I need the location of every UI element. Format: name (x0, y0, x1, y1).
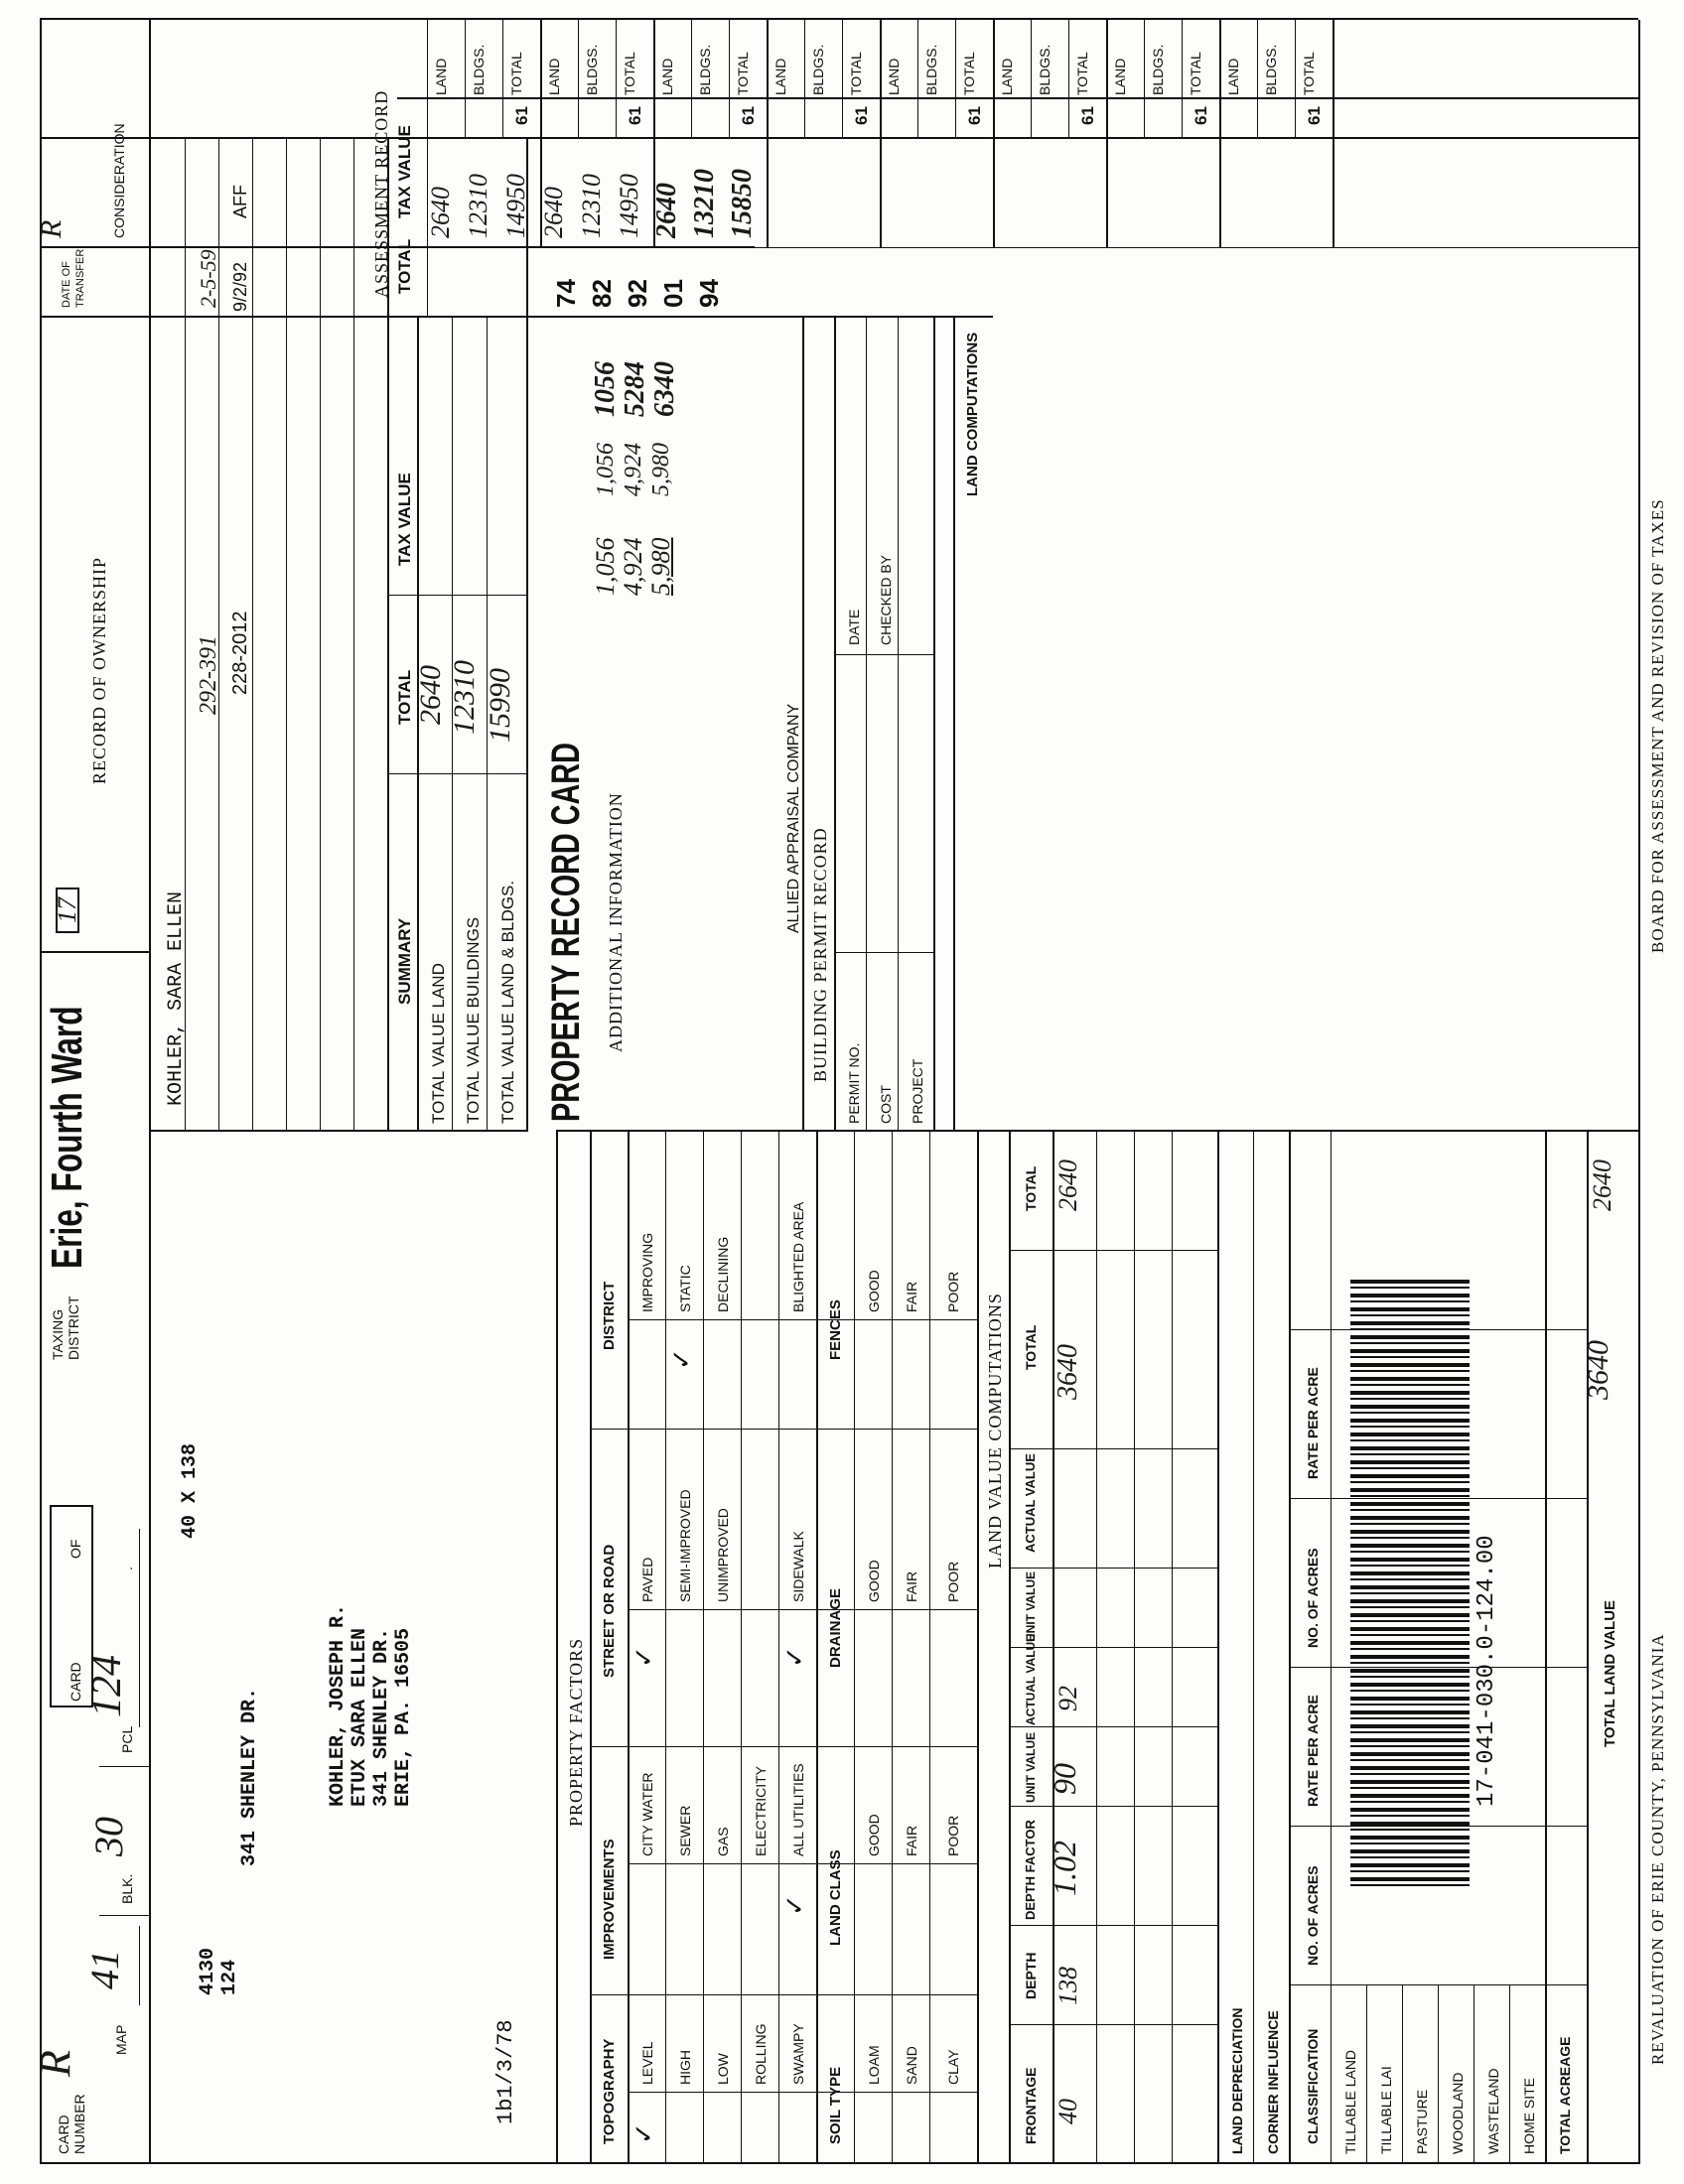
barcode-bar (1350, 1439, 1470, 1441)
year-mark: 61 (739, 106, 758, 125)
assess-value: 12310 (577, 174, 606, 238)
corner-mark: R (35, 219, 68, 238)
barcode-bar (1350, 1766, 1470, 1770)
assess-row: TOTAL (508, 52, 524, 95)
assess-row: TOTAL (961, 52, 977, 95)
barcode-bar (1350, 1731, 1470, 1733)
margin-mark: 82 (587, 279, 617, 308)
summary-row-label: TOTAL VALUE LAND (429, 963, 448, 1124)
barcode-bar (1350, 1453, 1470, 1455)
assess-row: LAND (999, 58, 1015, 95)
footer-right: BOARD FOR ASSESSMENT AND REVISION OF TAXES (1648, 498, 1667, 953)
assess-row: LAND (1225, 58, 1241, 95)
district-declining: DECLINING (715, 1236, 731, 1312)
lv-depth-factor: DEPTH FACTOR (1023, 1820, 1038, 1920)
barcode-bar (1350, 1592, 1470, 1594)
owner-name: KOHLER, SARA ELLEN (165, 890, 188, 1106)
year-mark: 61 (852, 106, 871, 125)
summary-row-total: 15990 (484, 668, 516, 743)
lv-row-depth: 138 (1053, 1967, 1082, 2005)
assess-value: 2640 (426, 187, 455, 238)
permit-date-label: DATE (846, 609, 862, 645)
assess-value: 2640 (539, 187, 568, 238)
assessment-title: ASSESSMENT RECORD (371, 89, 391, 298)
check-level: ✓ (629, 2122, 658, 2144)
barcode-bar (1350, 1641, 1470, 1645)
barcode-bar (1350, 1683, 1470, 1687)
barcode-bar (1350, 1599, 1470, 1603)
barcode-bar (1350, 1836, 1470, 1840)
barcode-bar (1350, 1829, 1470, 1831)
assess-row: TOTAL (735, 52, 751, 95)
barcode-bar (1350, 1349, 1470, 1353)
owner-line: 341 SHENLEY DR. (370, 1627, 393, 1807)
lv-row-frontage: 40 (1053, 2099, 1082, 2124)
barcode-bar (1350, 1377, 1470, 1381)
impr-gas: GAS (715, 1827, 731, 1856)
total-acreage: TOTAL ACREAGE (1557, 2036, 1573, 2154)
year-mark: 61 (1192, 106, 1210, 125)
class-home-site: HOME SITE (1521, 2077, 1537, 2154)
district-blighted: BLIGHTED AREA (790, 1201, 806, 1312)
info-number: 1,056 (593, 443, 619, 496)
assess-value: 14950 (501, 174, 530, 238)
deed-ref: 292-391 (196, 635, 221, 715)
assess-row: BLDGS. (1150, 44, 1166, 95)
barcode-bar (1350, 1724, 1470, 1728)
street-semi-improved: SEMI-IMPROVED (677, 1489, 693, 1602)
topo-rolling: ROLLING (753, 2023, 769, 2085)
card-number-value: R (31, 2050, 79, 2077)
assess-row: LAND (659, 58, 675, 95)
check-all-utilities: ✓ (779, 1894, 809, 1916)
barcode-bar (1350, 1787, 1470, 1789)
barcode-bar (1350, 1384, 1470, 1386)
margin-mark: 74 (551, 279, 581, 308)
soil-clay: CLAY (945, 2049, 961, 2085)
barcode-bar (1350, 1460, 1470, 1464)
soil-loam: LOAM (866, 2045, 882, 2085)
summary-right-tax-label: TAX VALUE (395, 125, 414, 218)
check-sidewalk: ✓ (779, 1646, 809, 1668)
property-record-card: CARD NUMBER R MAP 41 BLK. 30 PCL 124 . CARD OF TAXING DISTRICT Erie, Fourth Ward 17 RECORD OF OWNERSHIP DATE OF TRANSFER CONSIDERATION R 4130 124 341 SHENLEY DR. 40 X 138 KOHLER, JOSEPH R. ETUX SARA ELLEN 341 SHENLEY DR. ERIE, PA. 16505 1b1/3/78 KOHLER, SARA ELLEN 292-391 228-2012 2-5-59 9/2/92 AFF SUMMARY TOTAL TAX VALUE TOTAL TAX VALUE TOTAL VALUE LAND 2640 TOTAL VALUE BUILDINGS 12310 TOTAL VALUE LAND & BLDGS. 15990 PROPERTY RECORD CARD ADDITIONAL INFORMATION 1,056 4,924 5,980 1,056 4,924 5,980 1056 5284 6340 ALLIED APPRAISAL COMPANY BUILDING PERMIT RECORD PERMIT NO. COST PROJECT DATE CHECKED BY LAND COMPUTATIONS ASSESSMENT RECORD LAND BLDGS. TOTAL LAND BLDGS. TOTAL LAND BLDGS. TOTAL LAND BLDGS. TOTAL LAND BLDGS. TOTAL LAND BLDGS. TOTAL LAND BLDGS. TOTAL LAND BLDGS. TOTAL 61 61 61 61 61 61 61 61 2640 12310 14950 2640 12310 14950 2640 13210 15850 74 82 92 01 94 PROPERTY FACTORS TOPOGRAPHY IMPROVEMENTS STREET OR ROAD DISTRICT LEVEL HIGH LOW ROLLING SWAMPY ✓ CITY WATER SEWER GAS ELECTRICITY ALL UTILITIES ✓ PAVED SEMI-IMPROVED UNIMPROVED SIDEWALK ✓ ✓ IMPROVING STATIC DECLINING BLIGHTED AREA ✓ SOIL TYPE LAND CLASS DRAINAGE FENCES LOAM SAND CLAY GOOD FAIR POOR GOOD FAIR POOR GOOD FAIR POOR LAND VALUE COMPUTATIONS FRONTAGE DEPTH DEPTH FACTOR UNIT VALUE ACTUAL VALUE UNIT VALUE ACTUAL VALUE TOTAL TOTAL 40 138 1.02 90 92 3640 2640 LAND DEPRECIATION CORNER INFLUENCE CLASSIFICATION NO. OF ACRES RATE PER ACRE NO. OF ACRES RATE PER ACRE TILLABLE LAND TILLABLE LAI PASTURE WOODLAND WASTELAND HOME SITE TOTAL ACREAGE 17-041-030.0-124.00 TOTAL LAND VALUE 3640 2640 REVALUATION OF ERIE COUNTY, PENNSYLVANIA BOARD FOR ASSESSMENT AND REVISION OF TAXES (0, 0, 1684, 2184)
barcode-bar (1350, 1363, 1470, 1367)
barcode-bar (1350, 1662, 1470, 1664)
lv-frontage: FRONTAGE (1023, 2067, 1039, 2144)
barcode-bar (1350, 1571, 1470, 1575)
deed-ref: 228-2012 (229, 611, 251, 695)
land-class-good: GOOD (866, 1814, 882, 1856)
barcode-bar (1350, 1634, 1470, 1636)
summary-row-total: 2640 (414, 665, 447, 725)
permit-cost-label: COST (878, 1085, 894, 1124)
check-static: ✓ (666, 1348, 696, 1370)
assess-value: 14950 (615, 174, 643, 238)
lv-row-total: 3640 (1052, 1344, 1083, 1400)
street-paved: PAVED (639, 1557, 655, 1602)
info-number: 4,924 (619, 537, 647, 596)
topo-level: LEVEL (639, 2041, 655, 2085)
barcode-bar (1350, 1474, 1470, 1478)
barcode-bar (1350, 1745, 1470, 1747)
barcode-bar (1350, 1307, 1470, 1311)
card-number-label: CARD NUMBER (56, 2094, 87, 2154)
barcode-bar (1350, 1321, 1470, 1325)
map-label: MAP (113, 2024, 129, 2055)
margin-mark: 92 (623, 279, 652, 308)
assess-row: BLDGS. (923, 44, 939, 95)
info-number: 1,056 (591, 537, 620, 596)
street-unimproved: UNIMPROVED (715, 1508, 731, 1602)
impr-electricity: ELECTRICITY (753, 1765, 769, 1856)
assess-row: TOTAL (1188, 52, 1203, 95)
factors-title: PROPERTY FACTORS (566, 1637, 586, 1827)
barcode-bar (1350, 1405, 1470, 1409)
lv-row-depth-factor: 1.02 (1047, 1841, 1082, 1896)
footer-left: REVALUATION OF ERIE COUNTY, PENNSYLVANIA (1648, 1633, 1667, 2065)
summary-row-total: 12310 (448, 660, 481, 735)
barcode-bar (1350, 1544, 1470, 1548)
barcode-bar (1350, 1627, 1470, 1631)
barcode-bar (1350, 1426, 1470, 1428)
barcode-bar (1350, 1856, 1470, 1858)
permit-title: BUILDING PERMIT RECORD (810, 827, 830, 1082)
barcode-bar (1350, 1585, 1470, 1589)
barcode-bar (1350, 1433, 1470, 1436)
additional-info-title: ADDITIONAL INFORMATION (606, 792, 626, 1052)
total-land-value-2: 2640 (1588, 1160, 1616, 1211)
permit-project-label: PROJECT (910, 1058, 925, 1124)
barcode-bar (1350, 1342, 1470, 1344)
land-class-fair: FAIR (904, 1825, 919, 1856)
pcl-label: PCL (119, 1725, 135, 1753)
year-mark: 61 (626, 106, 644, 125)
fences-fair: FAIR (904, 1281, 919, 1312)
owner-mailing-block (328, 1604, 415, 1807)
owner-line: ETUX SARA ELLEN (349, 1627, 371, 1807)
info-number: 5,980 (648, 443, 674, 496)
land-computations-title: LAND COMPUTATIONS (964, 332, 981, 496)
drainage-good: GOOD (866, 1560, 882, 1602)
lv-row-actual-value: 92 (1053, 1686, 1082, 1711)
barcode (1350, 1271, 1470, 1886)
barcode-bar (1350, 1314, 1470, 1316)
summary-right-total-label: TOTAL (395, 238, 414, 294)
taxing-district-value: Erie, Fourth Ward (43, 1006, 91, 1269)
barcode-bar (1350, 1537, 1470, 1539)
col-topography: TOPOGRAPHY (601, 2038, 618, 2144)
barcode-bar (1350, 1669, 1470, 1673)
page-number: 17 (56, 887, 79, 933)
margin-mark: 94 (694, 279, 724, 308)
parcel-dimensions: 40 X 138 (179, 1442, 202, 1539)
barcode-bar (1350, 1843, 1470, 1844)
col-improvements: IMPROVEMENTS (601, 1839, 618, 1960)
impr-all-utilities: ALL UTILITIES (790, 1763, 806, 1856)
barcode-bar (1350, 1710, 1470, 1714)
barcode-bar (1350, 1717, 1470, 1719)
lv-row-unit-value: 90 (1047, 1763, 1082, 1795)
class-pasture: PASTURE (1414, 2089, 1430, 2154)
barcode-bar (1350, 1391, 1470, 1395)
fences-good: GOOD (866, 1270, 882, 1312)
class-tillable-2: TILLABLE LAI (1378, 2066, 1394, 2154)
lv-row-total-2: 2640 (1053, 1160, 1082, 1211)
barcode-bar (1350, 1849, 1470, 1853)
assess-value: 13210 (689, 169, 720, 238)
assess-row: LAND (433, 58, 449, 95)
barcode-bar (1350, 1801, 1470, 1803)
lv-total: TOTAL (1023, 1324, 1039, 1370)
barcode-bar (1350, 1509, 1470, 1511)
total-land-value-label: TOTAL LAND VALUE (1602, 1599, 1618, 1747)
year-mark: 61 (512, 106, 531, 125)
barcode-bar (1350, 1808, 1470, 1812)
barcode-bar (1350, 1565, 1470, 1567)
parcel-code-2: 124 (218, 1959, 241, 1995)
card-title: PROPERTY RECORD CARD (544, 743, 588, 1122)
taxing-district-label: TAXING DISTRICT (50, 1296, 81, 1360)
summary-row-label: TOTAL VALUE BUILDINGS (464, 916, 483, 1124)
barcode-bar (1350, 1287, 1470, 1289)
barcode-bar (1350, 1419, 1470, 1423)
barcode-bar (1350, 1502, 1470, 1506)
lv-actual-value: ACTUAL VALUE (1024, 1633, 1038, 1725)
assess-value: 2640 (651, 183, 682, 238)
assess-row: BLDGS. (697, 44, 713, 95)
class-header: CLASSIFICATION (1305, 2028, 1321, 2144)
year-mark: 61 (1305, 106, 1324, 125)
barcode-bar (1350, 1356, 1470, 1358)
consideration-label: CONSIDERATION (111, 123, 127, 238)
assess-row: TOTAL (1074, 52, 1090, 95)
assess-row: LAND (1112, 58, 1128, 95)
assess-value: 15850 (727, 169, 758, 238)
assess-row: LAND (546, 58, 562, 95)
of-label: OF (68, 1539, 83, 1559)
barcode-bar (1350, 1370, 1470, 1372)
barcode-bar (1350, 1815, 1470, 1817)
barcode-bar (1350, 1780, 1470, 1784)
lv-actual-value-2: ACTUAL VALUE (1023, 1453, 1038, 1553)
corner-influence: CORNER INFLUENCE (1265, 2010, 1281, 2154)
barcode-bar (1350, 1558, 1470, 1562)
year-mark: 61 (1078, 106, 1097, 125)
summary-row-label: TOTAL VALUE LAND & BLDGS. (498, 880, 517, 1124)
barcode-bar (1350, 1606, 1470, 1608)
topo-low: LOW (715, 2053, 731, 2085)
fences-poor: POOR (945, 1271, 961, 1312)
land-value-title: LAND VALUE COMPUTATIONS (985, 1293, 1005, 1569)
district-improving: IMPROVING (639, 1232, 655, 1312)
summary-total-label: TOTAL (395, 669, 414, 725)
barcode-bar (1350, 1863, 1470, 1867)
barcode-bar (1350, 1620, 1470, 1622)
barcode-bar (1350, 1870, 1470, 1872)
rate-header-2: RATE PER ACRE (1305, 1367, 1321, 1479)
barcode-bar (1350, 1752, 1470, 1756)
barcode-bar (1350, 1648, 1470, 1650)
barcode-bar (1350, 1578, 1470, 1580)
lv-depth: DEPTH (1023, 1952, 1039, 1999)
barcode-bar (1350, 1738, 1470, 1742)
barcode-bar (1350, 1877, 1470, 1881)
col-street: STREET OR ROAD (601, 1544, 618, 1678)
parcel-code-1: 4130 (197, 1947, 219, 1995)
class-tillable: TILLABLE LAND (1342, 2049, 1358, 2154)
barcode-bar (1350, 1530, 1470, 1534)
barcode-bar (1350, 1655, 1470, 1659)
map-value: 41 (82, 1950, 127, 1989)
land-depreciation: LAND DEPRECIATION (1229, 2007, 1245, 2154)
barcode-bar (1350, 1467, 1470, 1469)
barcode-bar (1350, 1884, 1470, 1886)
consideration-value: AFF (230, 185, 250, 218)
parcel-address: 341 SHENLEY DR. (238, 1687, 261, 1866)
land-class-header: LAND CLASS (827, 1849, 844, 1946)
barcode-bar (1350, 1690, 1470, 1692)
barcode-bar (1350, 1300, 1470, 1302)
permit-checked-label: CHECKED BY (878, 554, 894, 645)
check-paved: ✓ (629, 1646, 658, 1668)
info-number: 5284 (620, 361, 650, 417)
assess-row: TOTAL (848, 52, 864, 95)
acres-header: NO. OF ACRES (1305, 1865, 1321, 1966)
date-of-transfer-label: DATE OF TRANSFER (61, 248, 86, 308)
assess-row: BLDGS. (1263, 44, 1279, 95)
drainage-fair: FAIR (904, 1570, 919, 1602)
barcode-bar (1350, 1759, 1470, 1761)
assess-row: TOTAL (1301, 52, 1317, 95)
info-number: 5,980 (646, 537, 675, 596)
assess-row: LAND (886, 58, 902, 95)
barcode-bar (1350, 1294, 1470, 1297)
barcode-bar (1350, 1523, 1470, 1525)
blk-value: 30 (86, 1817, 131, 1856)
barcode-bar (1350, 1335, 1470, 1339)
allied-appraisal: ALLIED APPRAISAL COMPANY (785, 703, 802, 933)
date-code: 1b1/3/78 (493, 2019, 518, 2124)
margin-mark: 01 (658, 279, 688, 308)
topo-high: HIGH (677, 2050, 693, 2085)
assess-row: LAND (772, 58, 788, 95)
barcode-bar (1350, 1446, 1470, 1450)
barcode-bar (1350, 1773, 1470, 1775)
impr-sewer: SEWER (677, 1805, 693, 1856)
permit-no-label: PERMIT NO. (846, 1042, 862, 1124)
barcode-bar (1350, 1551, 1470, 1553)
barcode-text: 17-041-030.0-124.00 (1474, 1535, 1500, 1807)
class-woodland: WOODLAND (1450, 2072, 1466, 2154)
barcode-bar (1350, 1280, 1470, 1284)
card-label: CARD (68, 1662, 83, 1702)
assess-row: TOTAL (622, 52, 637, 95)
assess-value: 12310 (464, 174, 492, 238)
street-sidewalk: SIDEWALK (790, 1531, 806, 1602)
barcode-bar (1350, 1488, 1470, 1492)
assess-row: BLDGS. (1037, 44, 1052, 95)
acres-header-2: NO. OF ACRES (1305, 1548, 1321, 1648)
blk-label: BLK. (119, 1873, 135, 1904)
summary-tax-value-label: TAX VALUE (395, 473, 414, 566)
barcode-bar (1350, 1794, 1470, 1798)
barcode-bar (1350, 1398, 1470, 1400)
lv-total-2: TOTAL (1023, 1165, 1039, 1211)
owner-line: KOHLER, JOSEPH R. (327, 1603, 350, 1807)
info-number: 4,924 (621, 443, 646, 496)
fences-header: FENCES (827, 1299, 844, 1360)
info-number: 6340 (649, 361, 680, 417)
pcl-value: 124 (84, 1655, 130, 1717)
assess-row: BLDGS. (471, 44, 487, 95)
barcode-bar (1350, 1328, 1470, 1330)
transfer-date: 9/2/92 (230, 261, 250, 312)
barcode-bar (1350, 1495, 1470, 1497)
barcode-bar (1350, 1704, 1470, 1706)
year-mark: 61 (965, 106, 984, 125)
barcode-bar (1350, 1613, 1470, 1617)
barcode-bar (1350, 1822, 1470, 1826)
assess-row: BLDGS. (584, 44, 600, 95)
soil-type-header: SOIL TYPE (827, 2066, 844, 2144)
land-class-poor: POOR (945, 1815, 961, 1856)
lv-unit-value: UNIT VALUE (1024, 1731, 1038, 1803)
barcode-bar (1350, 1481, 1470, 1483)
drainage-poor: POOR (945, 1561, 961, 1602)
barcode-bar (1350, 1676, 1470, 1678)
ownership-title: RECORD OF OWNERSHIP (89, 556, 109, 784)
owner-line: ERIE, PA. 16505 (392, 1627, 415, 1807)
drainage-header: DRAINAGE (827, 1587, 844, 1668)
assess-row: BLDGS. (810, 44, 826, 95)
lv-unit-value-2: UNIT VALUE (1024, 1570, 1038, 1642)
barcode-bar (1350, 1697, 1470, 1701)
district-static: STATIC (677, 1265, 693, 1312)
col-district: DISTRICT (601, 1281, 618, 1350)
soil-sand: SAND (904, 2046, 919, 2085)
barcode-bar (1350, 1516, 1470, 1520)
barcode-bar (1350, 1412, 1470, 1414)
topo-swampy: SWAMPY (790, 2023, 806, 2085)
rate-header: RATE PER ACRE (1305, 1695, 1321, 1807)
impr-city-water: CITY WATER (639, 1772, 655, 1856)
summary-title: SUMMARY (395, 917, 414, 1005)
transfer-date: 2-5-59 (196, 249, 220, 308)
class-wasteland: WASTELAND (1485, 2068, 1501, 2154)
total-land-value: 3640 (1582, 1340, 1614, 1400)
info-number: 1056 (590, 361, 621, 417)
